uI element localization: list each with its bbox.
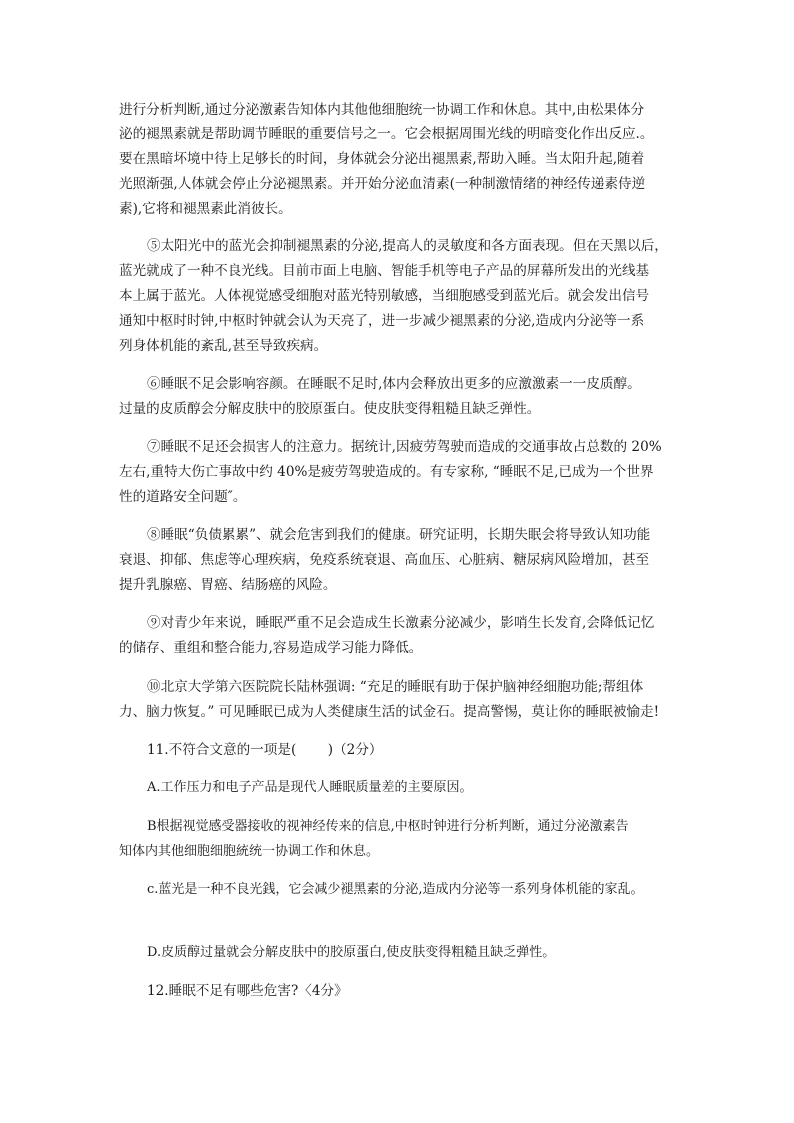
option-d: D.皮质醇过量就会分解皮肤中的胶原蛋白,使皮肤变得粗糙且缺乏弹性。 (147, 945, 556, 960)
text-line: 素),它将和褪黑素此消彼长。 (119, 201, 292, 217)
option-b: B根据视觉感受器接收的视神经传来的信息,中枢时钟进行分析判断，通过分泌激素告 (147, 819, 629, 834)
text-line: ⑥睡眠不足会影响容颜。在睡眠不足时,体内会释放出更多的应激激素一一皮质醇。 (147, 376, 641, 392)
text-line: ⑨对青少年来说，睡眠严重不足会造成生长激素分泌减少，影哨生长发育,会降低记忆 (147, 615, 655, 631)
text-line: 要在黑暗坏境中待上足够长的时间，身体就会分泌出褪黑素,帮助入睡。当太阳升起,随着 (119, 151, 645, 167)
text-line: 蓝光就成了一种不良光线。目前市面上电脑、智能手机等电子产品的屏幕所发出的光线基 (119, 263, 650, 279)
option-b-cont: 知体内其他细胞细胞統统一协调工作和休息。 (119, 844, 380, 859)
text-line: 本上属于蓝光。人体视觉感受细胞对蓝光特别敏感，当细胞感受到蓝光后。就会发出信号 (119, 288, 650, 304)
text-line: ⑩北京大学第六医院院长陆林强调: “充足的睡眠有助于保护脑神经细胞功能;帮组体 (147, 679, 644, 695)
text-line: ⑤太阳光中的蓝光会抑制褪黑素的分泌,提高人的灵敏度和各方面表现。但在天黑以后， (147, 238, 668, 254)
text-line: 列身体机能的紊乱,甚至导致疾病。 (119, 338, 328, 354)
text-line: 左右,重特大伤亡事故中约 40%是疲劳驾驶造成的。有专家称, “睡眠不足,已成为一个世界 (119, 464, 654, 480)
text-line: 泌的褪黑素就是帮助调节睡眠的重要信号之一。它会根据周围光线的明暗变化作出反应.。 (119, 126, 654, 142)
text-line: 通知中枢时时钟,中枢时钟就会认为天亮了，进一步减少褪黑素的分泌,造成内分泌等一系 (119, 313, 645, 329)
question-stem: 11.不符合文意的一项是( )（2分） (147, 742, 383, 758)
text-line: 光照渐强,人体就会停止分泌褪黑素。并开始分泌血清素(一种制激情绪的神经传递素侍逆 (119, 176, 646, 192)
text-line: ⑧睡眠“负债累累”、就会危害到我们的健康。研究证明，长期失眠会将导致认知功能 (147, 527, 651, 543)
text-line: 力、脑力恢复。” 可见睡眠已成为人类健康生活的试金石。提高警惕，莫让你的睡眠被愉走! (119, 704, 660, 720)
option-c: c.蓝光是一种不良光銭，它会减少褪黑素的分泌,造成内分泌等一系列身体机能的家乱。 (147, 882, 644, 897)
text-line: 进行分析判断,通过分泌激素告知体内其他他细胞统一协调工作和休息。其中,由松果体分 (119, 102, 645, 118)
text-line: 的储存、重组和整合能力,容易造成学习能力降低。 (119, 640, 423, 656)
text-line: 过量的皮质醇会分解皮肤中的胶原蛋白。使皮肤变得粗糙且缺乏弹性。 (119, 401, 541, 417)
text-line: ⑦睡眠不足还会损害人的注意力。据统计,因疲劳驾驶而造成的交通事故占总数的 20% (147, 439, 662, 455)
text-line: 性的道路安全问题″。 (119, 489, 247, 505)
option-a: A.工作压力和电子产品是现代人睡眠质量差的主要原因。 (147, 780, 473, 795)
text-line: 提升乳腺癌、胃癌、结肠癌的风险。 (119, 577, 337, 593)
question-stem: 12.睡眠不足有哪些危害?〈4分》 (147, 983, 348, 999)
text-line: 衰退、抑郁、焦虑等心理疾病，免疫系统衰退、高血压、心脏病、糖尿病风险增加，甚至 (119, 552, 650, 568)
